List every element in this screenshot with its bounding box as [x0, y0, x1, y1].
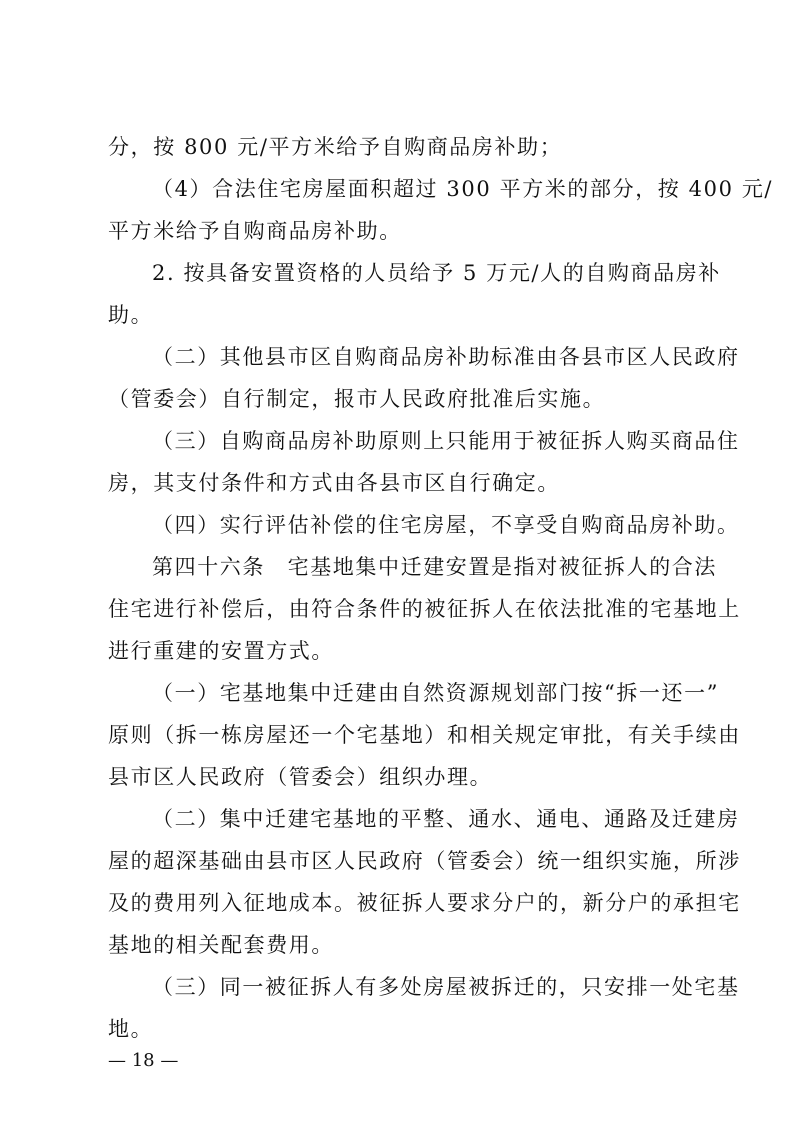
text-line-13: 进行重建的安置方式。: [108, 639, 334, 663]
text-line-15: 原则（拆一栋房屋还一个宅基地）和相关规定审批，有关手续由: [108, 723, 741, 747]
text-line-12: 住宅进行补偿后，由符合条件的被征拆人在依法批准的宅基地上: [108, 597, 741, 621]
text-line-5: 助。: [108, 303, 154, 327]
text-line-10: （四）实行评估补偿的住宅房屋，不享受自购商品房补助。: [152, 513, 740, 537]
text-line-9: 房，其支付条件和方式由各县市区自行确定。: [108, 471, 560, 495]
text-line-11: 第四十六条 宅基地集中迁建安置是指对被征拆人的合法: [152, 555, 717, 579]
text-line-17: （二）集中迁建宅基地的平整、通水、通电、通路及迁建房: [152, 807, 740, 831]
page-number: — 18 —: [108, 1050, 179, 1071]
text-line-3: 平方米给予自购商品房补助。: [108, 219, 402, 243]
text-line-14: （一）宅基地集中迁建由自然资源规划部门按“拆一还一”: [152, 681, 720, 705]
text-line-21: （三）同一被征拆人有多处房屋被拆迁的，只安排一处宅基: [152, 975, 740, 999]
text-line-8: （三）自购商品房补助原则上只能用于被征拆人购买商品住: [152, 429, 740, 453]
text-line-18: 屋的超深基础由县市区人民政府（管委会）统一组织实施，所涉: [108, 849, 741, 873]
text-line-16: 县市区人民政府（管委会）组织办理。: [108, 765, 493, 789]
text-line-20: 基地的相关配套费用。: [108, 933, 334, 957]
text-line-22: 地。: [108, 1017, 154, 1041]
text-line-6: （二）其他县市区自购商品房补助标准由各县市区人民政府: [152, 345, 740, 369]
text-line-4: 2. 按具备安置资格的人员给予 5 万元/人的自购商品房补: [152, 261, 721, 285]
text-line-2: （4）合法住宅房屋面积超过 300 平方米的部分，按 400 元/: [152, 177, 774, 201]
text-line-19: 及的费用列入征地成本。被征拆人要求分户的，新分户的承担宅: [108, 891, 741, 915]
text-line-7: （管委会）自行制定，报市人民政府批准后实施。: [108, 387, 606, 411]
text-line-1: 分，按 800 元/平方米给予自购商品房补助；: [108, 135, 563, 159]
